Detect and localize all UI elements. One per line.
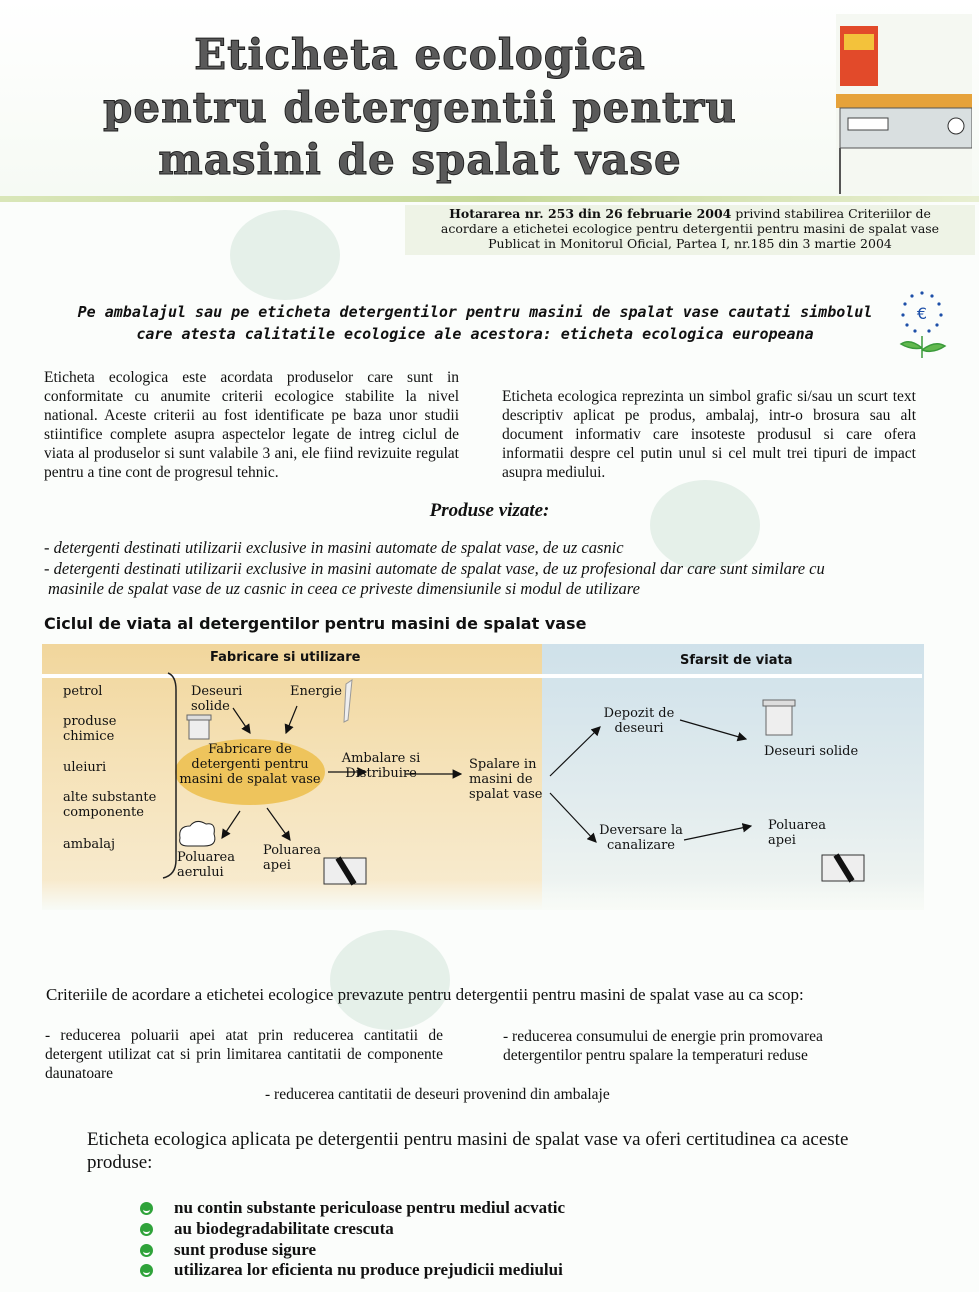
sewer-discharge: Deversare la canalizare [599, 823, 683, 853]
input-oils: uleiuri [63, 760, 107, 775]
benefit-item [140, 1198, 565, 1218]
watermark-star [330, 930, 450, 1030]
lifecycle-heading: Ciclul de viata al detergentilor pentru masini de spalat vase [44, 614, 587, 633]
intro-line-2: care atesta calitatile ecologice ale acestora: eticheta ecologica europeana [136, 325, 814, 343]
decree-publication: Publicat in Monitorul Oficial, Partea I, nr.185 din 3 martie 2004 [488, 236, 892, 251]
title-line-2: pentru detergentii pentru [103, 83, 737, 132]
smiley-icon [140, 1202, 153, 1215]
products-heading: Produse vizate: [429, 500, 550, 521]
svg-text:€: € [916, 304, 928, 323]
input-petrol: petrol [63, 684, 103, 699]
energy-input: Energie [290, 684, 342, 699]
dishwasher-illustration-icon [836, 14, 972, 194]
diagram-header-rule [42, 674, 922, 678]
air-pollution: Poluarea aerului [177, 850, 235, 880]
title-line-3: masini de spalat vase [158, 135, 682, 184]
product-item: - detergenti destinati utilizarii exclusive in masini automate de spalat vase, de uz casnic [44, 538, 624, 557]
decree-title: Hotararea nr. 253 din 26 februarie 2004 [449, 206, 732, 221]
solid-waste-input: Deseuri solide [191, 684, 243, 714]
benefit-item [140, 1240, 316, 1260]
title-line-1: Eticheta ecologica [194, 30, 646, 79]
watermark-star [230, 210, 340, 300]
smiley-icon [140, 1244, 153, 1257]
benefit-text: nu contin substante periculoase pentru mediul acvatic [174, 1198, 566, 1217]
criteria-energy: - reducerea consumului de energie prin promovarea detergentilor pentru spalare la temperaturi reduse [503, 1028, 823, 1064]
smiley-icon [140, 1223, 153, 1236]
criteria-intro: Criteriile de acordare a etichetei ecologice prevazute pentru detergentii pentru masini de spalat vase au ca scop: [46, 985, 804, 1004]
packaging-distribution: Ambalare si Distribuire [341, 751, 421, 781]
intro-callout [60, 301, 890, 345]
paragraph-right: Eticheta ecologica reprezinta un simbol grafic si/sau un scurt text descriptiv aplicat pe produs, ambalaj, intr-o brosura sau alt document informativ care insoteste produsul si care ofera informatii despre cel putin unul si cel mult trei tipuri de impact asupra mediului. [502, 388, 916, 481]
diagram-right-header: Sfarsit de viata [680, 653, 793, 668]
header-divider [0, 196, 979, 202]
water-pollution-end: Poluarea apei [768, 818, 826, 848]
input-packaging: ambalaj [63, 837, 116, 852]
decree-reference [405, 205, 975, 255]
benefit-text: sunt produse sigure [174, 1240, 317, 1259]
water-pollution: Poluarea apei [263, 843, 321, 873]
criteria-waste: - reducerea cantitatii de deseuri provenind din ambalaje [265, 1086, 610, 1103]
input-chemicals: produse chimice [63, 714, 117, 744]
decree-text: privind stabilirea Criteriilor de [731, 206, 931, 221]
product-item: - detergenti destinati utilizarii exclusive in masini automate de spalat vase, de uz profesional dar care sunt similare cu [44, 559, 825, 578]
diagram-fade [42, 880, 924, 910]
manufacturing-label: Fabricare de detergenti pentru masini de spalat vase [179, 742, 321, 787]
paragraph-left: Eticheta ecologica este acordata produselor care sunt in conformitate cu anumite criterii ecologice stabilite la nivel national. Aceste criterii au fost identificate pe baza unor studii stiintifice complete asupra aspectelor legate de intreg ciclul de viata al produselor si sunt valabile 3 ani, ele fiind revizuite regulat pentru a tine cont de progresul tehnic. [44, 369, 459, 481]
solid-waste-end: Deseuri solide [764, 744, 859, 759]
landfill: Depozit de deseuri [603, 706, 675, 736]
dishwashing-use: Spalare in masini de spalat vase [469, 757, 543, 802]
benefit-item [140, 1260, 563, 1280]
diagram-end-of-life-panel [542, 644, 924, 910]
criteria-water: - reducerea poluarii apei atat prin reducerea cantitatii de detergent utilizat cat si prin limitarea cantitatii de componente daunatoare [45, 1027, 443, 1082]
smiley-icon [140, 1264, 153, 1277]
decree-text-2: acordare a etichetei ecologice pentru detergentii pentru masini de spalat vase [440, 221, 940, 236]
product-item: masinile de spalat vase de uz casnic in ceea ce priveste dimensiunile si modul de utilizare [48, 579, 640, 598]
intro-line-1: Pe ambalajul sau pe eticheta detergentilor pentru masini de spalat vase cautati simbolul [77, 303, 873, 321]
benefit-text: au biodegradabilitate crescuta [174, 1219, 394, 1238]
input-other-substances: alte substante componente [63, 790, 157, 820]
conclusion-intro: Eticheta ecologica aplicata pe detergentii pentru masini de spalat vase va oferi certitudinea ca aceste produse: [87, 1129, 849, 1173]
benefit-text: utilizarea lor eficienta nu produce prejudicii mediului [174, 1260, 563, 1279]
diagram-left-header: Fabricare si utilizare [210, 650, 361, 665]
eu-ecolabel-flower-icon [895, 288, 950, 363]
benefit-item [140, 1219, 394, 1239]
